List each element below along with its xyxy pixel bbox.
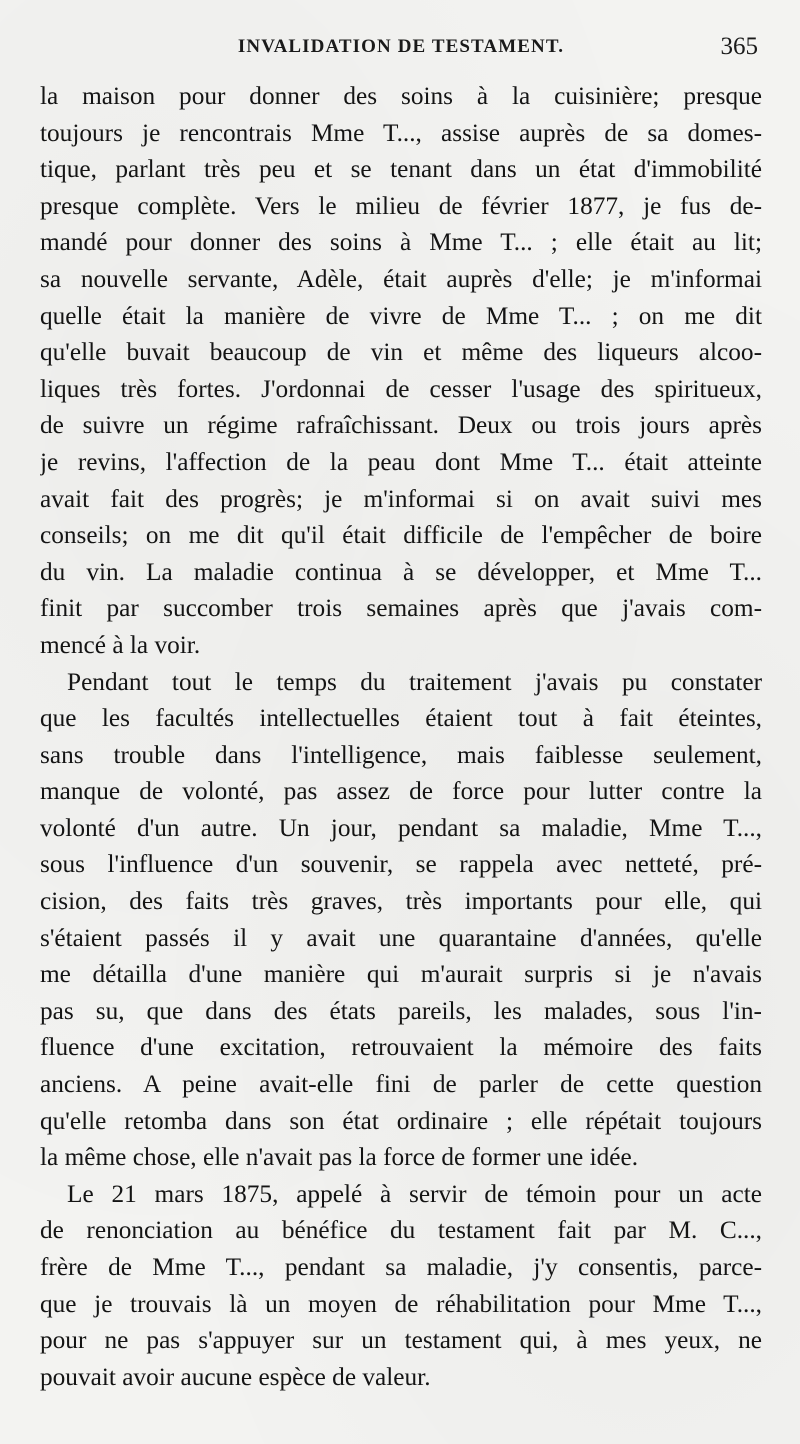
text-line: avait fait des progrès; je m'informai si on avait suivi mes [40, 484, 762, 513]
text-line: que les facultés intellectuelles étaient tout à fait éteintes, [40, 704, 762, 733]
text-line: mandé pour donner des soins à Mme T... ; elle était au lit; [40, 228, 762, 257]
text-line: qu'elle buvait beaucoup de vin et même des liqueurs alcoo- [40, 338, 762, 367]
body-text [40, 78, 762, 1395]
text-line: je revins, l'affection de la peau dont Mme T... était atteinte [40, 447, 762, 476]
text-line: presque complète. Vers le milieu de février 1877, je fus de- [40, 191, 762, 220]
text-line: sans trouble dans l'intelligence, mais faiblesse seulement, [40, 740, 762, 769]
text-line: quelle était la manière de vivre de Mme T... ; on me dit [40, 301, 762, 330]
text-line: finit par succomber trois semaines après que j'avais com- [40, 594, 762, 623]
text-line: me détailla d'une manière qui m'aurait surpris si je n'avais [40, 960, 762, 989]
text-line: de suivre un régime rafraîchissant. Deux ou trois jours après [40, 411, 762, 440]
text-line: toujours je rencontrais Mme T..., assise auprès de sa domes- [40, 118, 762, 147]
paragraph-end-line: la même chose, elle n'avait pas la force de former une idée. [40, 1143, 639, 1172]
page-number: 365 [720, 33, 758, 60]
running-title: INVALIDATION DE TESTAMENT. [237, 36, 565, 57]
text-line: liques très fortes. J'ordonnai de cesser l'usage des spiritueux, [40, 374, 762, 403]
text-line: de renonciation au bénéfice du testament fait par M. C..., [40, 1216, 762, 1245]
text-line: la maison pour donner des soins à la cuisinière; presque [40, 82, 762, 110]
text-line: s'étaient passés il y avait une quarantaine d'années, qu'elle [40, 923, 762, 952]
text-line: pour ne pas s'appuyer sur un testament qui, à mes yeux, ne [40, 1326, 762, 1355]
running-header [40, 33, 762, 66]
text-line: conseils; on me dit qu'il était difficile de l'empêcher de boire [40, 521, 762, 550]
text-line: anciens. A peine avait-elle fini de parler de cette question [40, 1070, 762, 1099]
paragraph-end-line: mencé à la voir. [40, 630, 201, 659]
text-line: qu'elle retomba dans son état ordinaire ; elle répétait toujours [40, 1106, 762, 1135]
text-line: sous l'influence d'un souvenir, se rappela avec netteté, pré- [40, 850, 762, 879]
paragraph-end-line: pouvait avoir aucune espèce de valeur. [40, 1362, 431, 1391]
paragraph-first-line: Le 21 mars 1875, appelé à servir de témoin pour un acte [67, 1179, 762, 1208]
text-line: volonté d'un autre. Un jour, pendant sa maladie, Mme T..., [40, 813, 762, 842]
paragraph-first-line: Pendant tout le temps du traitement j'avais pu constater [67, 667, 762, 696]
text-line: que je trouvais là un moyen de réhabilitation pour Mme T..., [40, 1289, 762, 1318]
text-line: frère de Mme T..., pendant sa maladie, j'y consentis, parce- [40, 1253, 762, 1281]
text-line: tique, parlant très peu et se tenant dans un état d'immobilité [40, 155, 762, 184]
text-line: cision, des faits très graves, très importants pour elle, qui [40, 887, 762, 916]
text-line: manque de volonté, pas assez de force pour lutter contre la [40, 777, 762, 806]
text-line: fluence d'une excitation, retrouvaient la mémoire des faits [40, 1033, 762, 1062]
text-line: du vin. La maladie continua à se développer, et Mme T... [40, 557, 762, 586]
text-line: pas su, que dans des états pareils, les malades, sous l'in- [40, 996, 762, 1025]
text-line: sa nouvelle servante, Adèle, était auprès d'elle; je m'informai [40, 264, 762, 293]
